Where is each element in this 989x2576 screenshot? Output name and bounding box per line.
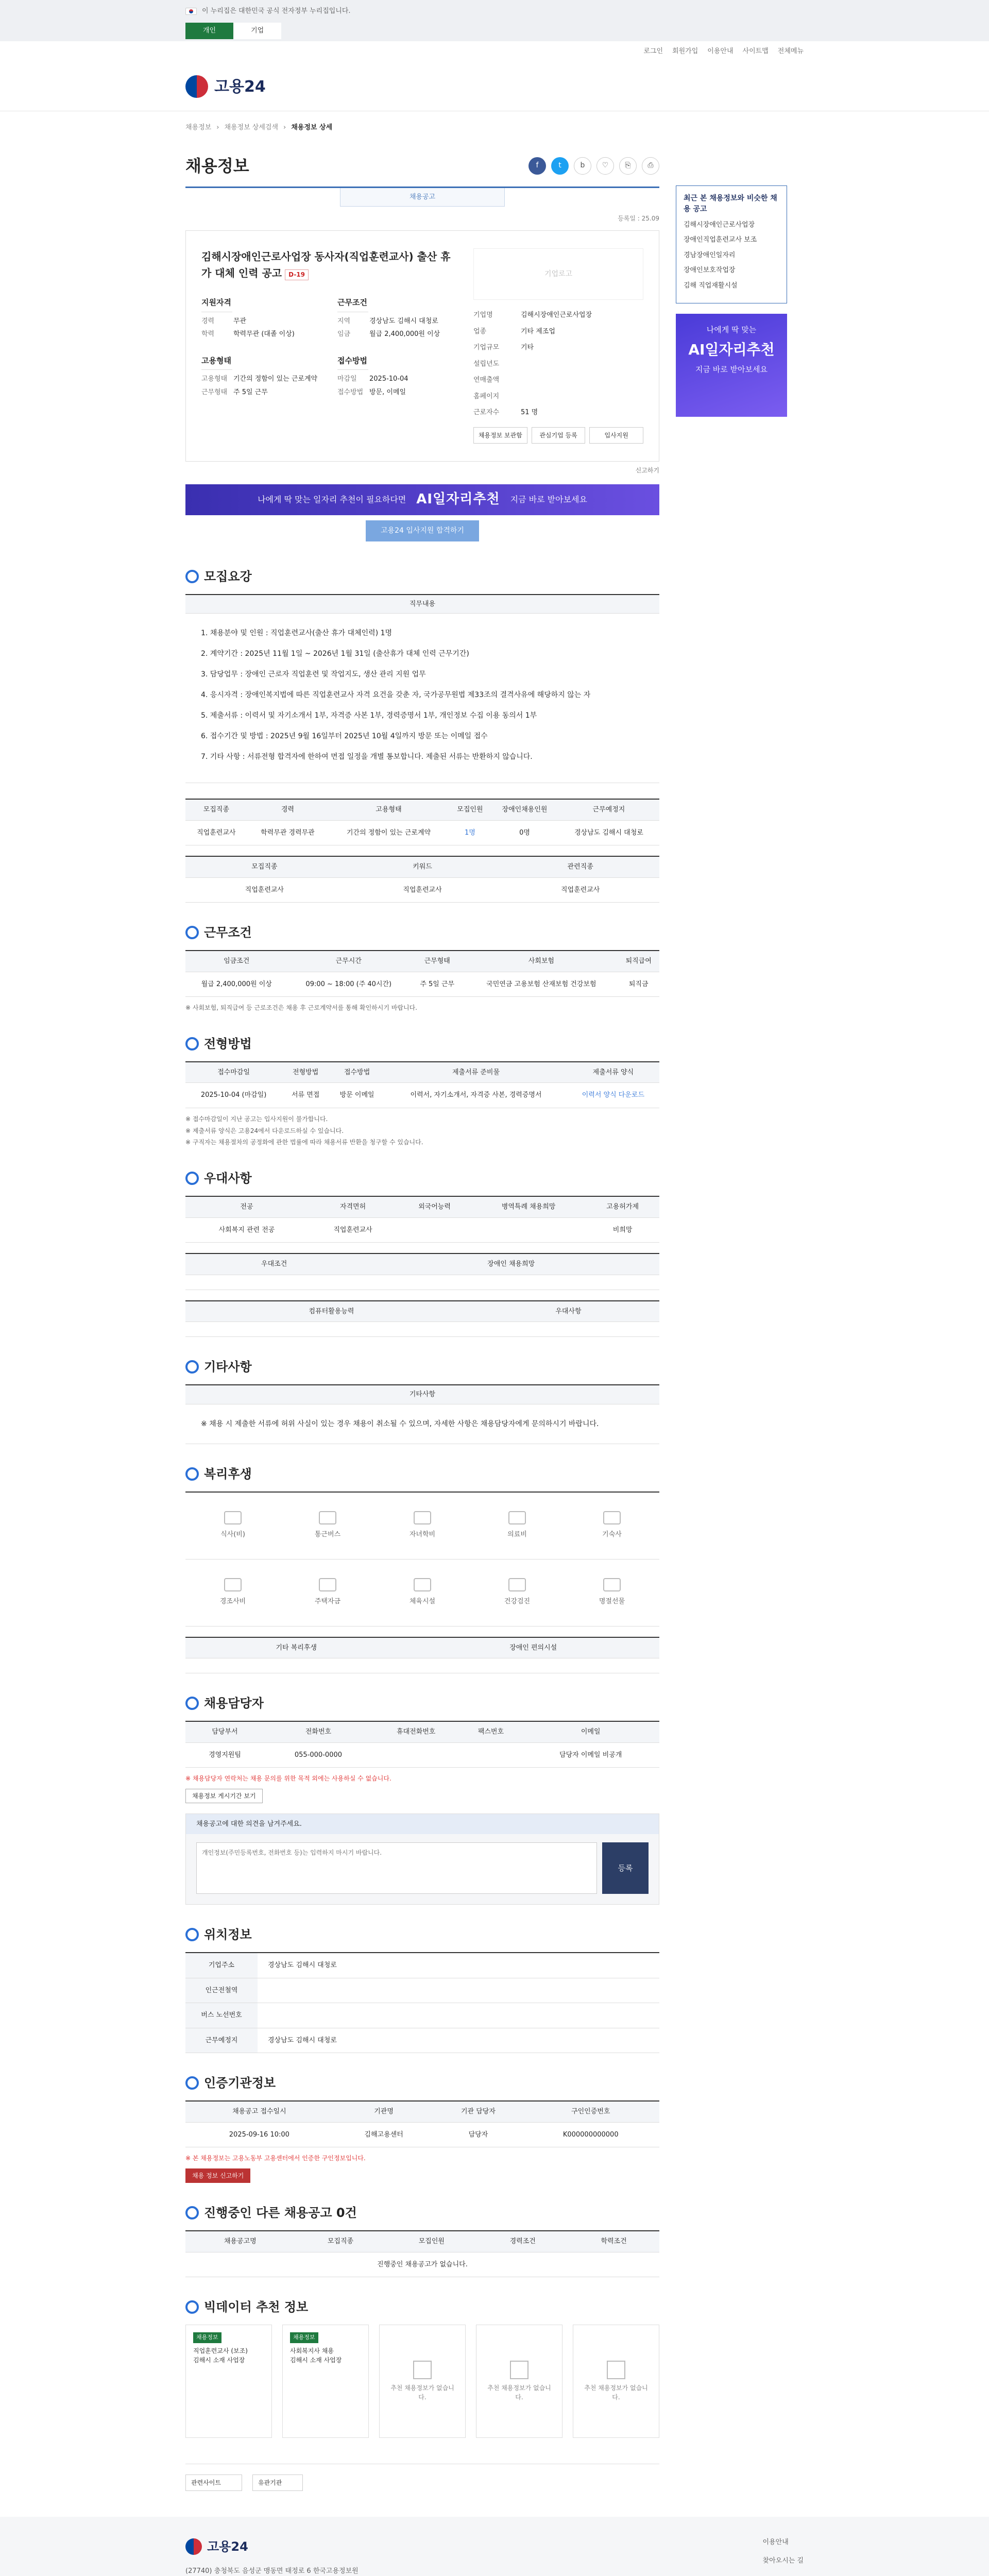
present-icon bbox=[603, 1578, 621, 1591]
section-other-title: 기타사항 bbox=[185, 1358, 659, 1376]
recommend-card[interactable]: 채용정보 사회복지사 채용 김해시 소재 사업장 bbox=[282, 2325, 369, 2438]
school-icon bbox=[414, 1511, 431, 1524]
toggle-business[interactable]: 기업 bbox=[233, 23, 281, 39]
document-icon bbox=[607, 2361, 625, 2379]
recommend-empty-card: 추천 채용정보가 없습니다. bbox=[476, 2325, 562, 2438]
similar-jobs-box: 최근 본 채용정보와 비슷한 채용 공고 김해시장애인근로사업장 장애인직업훈련교사 보조 경남장애인일자리 장애인보호작업장 김해 직업재활시설 bbox=[676, 185, 787, 304]
similar-job-link[interactable]: 김해시장애인근로사업장 bbox=[684, 221, 755, 229]
taegeuk-logo-icon[interactable] bbox=[185, 75, 208, 98]
post-period-button[interactable]: 채용정보 게시기간 보기 bbox=[185, 1789, 263, 1803]
contact-table: 담당부서 전화번호 휴대전화번호 팩스번호 이메일 경영지원팀 055-000-0000 담당자 이메일 비공개 bbox=[185, 1721, 659, 1768]
section-bullet-icon bbox=[185, 926, 199, 939]
recruit-table: 모집직종 경력 고용형태 모집인원 장애인채용인원 근무예정지 직업훈련교사 학력무관 경력무관 기간의 정함이 있는 근로계약 1명 0명 경상남도 김해시 대청로 bbox=[185, 799, 659, 845]
all-menu-link[interactable]: 전체메뉴 bbox=[777, 47, 804, 56]
bus-icon bbox=[319, 1511, 336, 1524]
report-job-button[interactable]: 채용 정보 신고하기 bbox=[185, 2168, 250, 2183]
recruit-description: 1. 채용분야 및 인원 : 직업훈련교사(출산 휴가 대체인력) 1명 2. 계약기간 : 2025년 11월 1일 ~ 2026년 1월 31일 (출산휴가 대체 인력 근무기간) 3. 담당업무 : 장애인 근로자 직업훈련 및 작업지도, 생산 관리 지원 업무 4. 응시자격 : 장애인복지법에 따른 직업훈련교사 자격 요건을 갖춘 자, 국가공무원법 제33조의 결격사유에 해당하지 않는 자 5. 제출서류 : 이력서 및 자기소개서 1부, 자격증 사본 1부, 경력증명서 1부, 개인정보 수집 이용 동의서 1부 6. 접수기간 및 방법 : 2025년 9월 16일부터 2025년 10월 4일까지 방문 또는 이메일 접수 7. 기타 사항 : 서류전형 합격자에 한하여 면접 일정을 개별 통보합니다. 제출된 서류는 반환하지 않습니다. bbox=[185, 614, 659, 783]
site-header bbox=[0, 62, 989, 111]
similar-job-link[interactable]: 장애인보호작업장 bbox=[684, 266, 736, 274]
dorm-icon bbox=[603, 1511, 621, 1524]
toggle-personal[interactable]: 개인 bbox=[185, 23, 233, 39]
company-logo-placeholder: 기업로고 bbox=[473, 248, 643, 300]
gov-notice-bar bbox=[0, 0, 989, 23]
section-bullet-icon bbox=[185, 570, 199, 583]
job-summary-card bbox=[185, 230, 659, 462]
related-site-selects bbox=[185, 2464, 659, 2501]
user-type-toggle bbox=[0, 23, 989, 41]
section-bullet-icon bbox=[185, 2076, 199, 2090]
recruit-keyword-table: 모집직종 키워드 관련직종 직업훈련교사 직업훈련교사 직업훈련교사 bbox=[185, 856, 659, 903]
footer-guide-link[interactable]: 이용안내 bbox=[762, 2538, 789, 2547]
gym-icon bbox=[414, 1578, 431, 1591]
section-location-title: 위치정보 bbox=[185, 1925, 659, 1944]
document-icon bbox=[510, 2361, 528, 2379]
document-icon bbox=[413, 2361, 432, 2379]
process-table: 접수마감일 전형방법 접수방법 제출서류 준비물 제출서류 양식 2025-10-04 (마감일) 서류 면접 방문 이메일 이력서, 자기소개서, 자격증 사본, 경력증명서 이력서 양식 다운로드 bbox=[185, 1061, 659, 1108]
medical-icon bbox=[508, 1511, 526, 1524]
recommend-empty-card: 추천 채용정보가 없습니다. bbox=[379, 2325, 466, 2438]
main-content: 채용정보 f t b ♡ ⎘ ⎙ 채용공고 등록일 : 25.09 김해시장애인근로사업장 동사자(직업훈련교사) 출산 휴가 대체 인력 공고 D-19 지원자격 경력 무관 학력 학력무관 (대졸 이상) 근무조건 지역 경상남도 김해시 대청로 임금 월급 2,400,000원 이상 고용형태 고용형태 기간의 정함이 있는 근로계약 근무형태 주 5일 근무 접수방법 마감일 2025-10-04 접수방법 방문, 이메일 기업로고 기업명 김해시장애인근로사업장 업종 기타 제조업 기업규모 기타 설립년도 연매출액 홈페이지 근로자수 51 명 채용정보 보관함 관심기업 등록 입사지원 신고하기 나에게 딱 맞는 일자리 추천이 필요하다면 AI일자리추천 지금 바로 받아보세요 고용24 입사지원 합격하기 모집요강 직무내용 1. 채용분야 및 인원 : 직업훈련교사(출산 휴가 대체인력) 1명 2. 계약기간 : 2025년 11월 1일 ~ 2026년 1월 31일 (출산휴가 대체 인력 근무기간) 3. 담당업무 : 장애인 근로자 직업훈련 및 작업지도, 생산 관리 지원 업무 4. 응시자격 : 장애인복지법에 따른 직업훈련교사 자격 요건을 갖춘 자, 국가공무원법 제33조의 결격사유에 해당하지 않는 자 5. 제출서류 : 이력서 및 자기소개서 1부, 자격증 사본 1부, 경력증명서 1부, 개인정보 수집 이용 동의서 1부 6. 접수기간 및 방법 : 2025년 9월 16일부터 2025년 10월 4일까지 방문 또는 이메일 접수 7. 기타 사항 : 서류전형 합격자에 한하여 면접 일정을 개별 통보합니다. 제출된 서류는 반환하지 않습니다. 모집직종 경력 고용형태 모집인원 장애인채용인원 근무예정지 직업훈련교사 학력무관 경력무관 기간의 정함이 있는 근로계약 1명 0명 경상남도 김해시 대청로 모집직종 키워드 관련직종 직업훈련교사 직업훈련교사 직업훈련교사 근무조건 임금조건 근무시간 근무형태 사회보험 퇴직급여 월급 2,400,000원 이상 09:00 ~ 18:00 (주 40시간) 주 5일 근무 국민연금 고용보험 산재보험 건강보험 퇴직금 ※ 사회보험, 퇴직급여 등 근로조건은 채용 후 근로계약서를 통해 확인하시기 바랍니다. 전형방법 접수마감일 전형방법 접수방법 제출서류 준비물 제출서류 양식 2025-10-04 (마감일) 서류 면접 방문 이메일 이력서, 자기소개서, 자격증 사본, 경력증명서 이력서 양식 다운로드 ※ 접수마감일이 지난 공고는 입사지원이 불가합니다. ※ 제출서류 양식은 고용24에서 다운로드하실 수 있습니다. ※ 구직자는 채용절차의 공정화에 관한 법률에 따라 채용서류 반환을 청구할 수 있습니다. 우대사항 전공 자격면허 외국어능력 병역특례 채용희망 고용허가제 사회복지 관련 전공 직업훈련교사 비희망 우대조건 장애인 채용희망 컴퓨터활용능력 우대사항 기타사항 기타사항 ※ 채용 시 제출한 서류에 허위 사실이 있는 경우 채용이 취소될 수 있으며, 자세한 사항은 채용담당자에게 문의하시기 바랍니다. 복리후생 식사(비) 통근버스 자녀학비 의료비 기숙사 경조사비 주택자금 체육시설 건강검진 명절선물 기타 복리후생 장애인 편의시설 채용담당자 담당부서 전화번호 휴대전화번호 팩스번호 이메일 경영지원팀 055-000-0000 담당자 이메일 비공개 ※ 채용담당자 연락처는 채용 문의를 위한 목적 외에는 사용하실 수 없습니다. 채용정보 게시기간 보기 채용공고에 대한 의견을 남겨주세요. 개인정보(주민등록번호, 전화번호 등)는 입력하지 마시기 바랍니다. 등록 위치정보 기업주소 경상남도 김해시 대청로 인근전철역 버스 노선번호 근무예정지 경상남도 김해시 대청로 인증기관정보 채용공고 접수일시 기관명 기관 담당자 구인인증번호 2025-09-16 10:00 김해고용센터 담당자 K000000000000 ※ 본 채용정보는 고용노동부 고용센터에서 인증한 구인정보입니다. 채용 정보 신고하기 진행중인 다른 채용공고 0건 채용공고명 모집직종 모집인원 경력조건 학력조건 진행중인 채용공고가 없습니다. 빅데이터 추천 정보 채용정보 직업훈련교사 (보조) 김해시 소재 사업장 채용정보 사회복지사 채용 김해시 소재 사업장 추천 채용정보가 없습니다. 추천 채용정보가 없습니다. 추천 채용정보가 없습니다. 관련사이트 유관기관 bbox=[185, 144, 659, 2502]
similar-job-link[interactable]: 경남장애인일자리 bbox=[684, 251, 736, 259]
section-bullet-icon bbox=[185, 1697, 199, 1710]
section-bullet-icon bbox=[185, 2300, 199, 2314]
brand-logo[interactable]: 고용24 bbox=[214, 77, 266, 96]
section-contact-title: 채용담당자 bbox=[185, 1694, 659, 1713]
company-info: 기업명 김해시장애인근로사업장 업종 기타 제조업 기업규모 기타 설립년도 연매출액 홈페이지 근로자수 51 명 bbox=[473, 311, 592, 416]
section-process-title: 전형방법 bbox=[185, 1035, 659, 1053]
section-bullet-icon bbox=[185, 1172, 199, 1185]
save-job-button[interactable]: 채용정보 보관함 bbox=[473, 427, 527, 444]
house-icon bbox=[319, 1578, 336, 1591]
site-footer: 고용24 (27740) 충청북도 음성군 맹동면 태정로 6 한국고용정보원 이용안내 찾아오시는 길 bbox=[0, 2517, 989, 2576]
section-related-title: 진행중인 다른 채용공고 0건 bbox=[185, 2204, 659, 2222]
preference-table: 전공 자격면허 외국어능력 병역특례 채용희망 고용허가제 사회복지 관련 전공 직업훈련교사 비희망 bbox=[185, 1196, 659, 1243]
blog-icon[interactable]: b bbox=[574, 157, 591, 175]
partner-agency-select[interactable]: 유관기관 bbox=[252, 2475, 303, 2491]
similar-job-link[interactable]: 장애인직업훈련교사 보조 bbox=[684, 236, 757, 244]
signup-link[interactable]: 회원가입 bbox=[672, 47, 698, 56]
breadcrumb-item[interactable]: 채용정보 상세검색 bbox=[224, 124, 279, 131]
job-title: 김해시장애인근로사업장 동사자(직업훈련교사) 출산 휴가 대체 인력 공고 D-19 bbox=[201, 248, 458, 281]
print-icon[interactable]: ⎙ bbox=[642, 157, 659, 175]
employment-type-group: 고용형태 고용형태 기간의 정함이 있는 근로계약 근무형태 주 5일 근무 bbox=[201, 355, 318, 396]
work-condition-group: 근무조건 지역 경상남도 김해시 대청로 임금 월급 2,400,000원 이상 bbox=[337, 298, 440, 338]
report-link[interactable]: 신고하기 bbox=[635, 466, 659, 474]
location-table: 기업주소 경상남도 김해시 대청로 인근전철역 버스 노선번호 근무예정지 경상남도 김해시 대청로 bbox=[185, 1952, 659, 2053]
meal-icon bbox=[224, 1511, 242, 1524]
online-apply-button[interactable]: 고용24 입사지원 합격하기 bbox=[366, 520, 479, 541]
ai-recommend-side-ad[interactable]: 나에게 딱 맞는 AI일자리추천 지금 바로 받아보세요 bbox=[676, 314, 787, 417]
section-welfare-title: 복리후생 bbox=[185, 1465, 659, 1483]
gov-notice-text: 이 누리집은 대한민국 공식 전자정부 누리집입니다. bbox=[202, 7, 351, 15]
breadcrumb-item: 채용정보 상세 bbox=[291, 124, 333, 131]
section-work-title: 근무조건 bbox=[185, 923, 659, 942]
section-bigdata-title: 빅데이터 추천 정보 bbox=[185, 2298, 659, 2316]
related-site-select[interactable]: 관련사이트 bbox=[185, 2475, 242, 2491]
facebook-icon[interactable]: f bbox=[528, 157, 546, 175]
section-bullet-icon bbox=[185, 2206, 199, 2219]
work-table: 임금조건 근무시간 근무형태 사회보험 퇴직급여 월급 2,400,000원 이상 09:00 ~ 18:00 (주 40시간) 주 5일 근무 국민연금 고용보험 산재보험 건강보험 퇴직금 bbox=[185, 950, 659, 997]
section-bullet-icon bbox=[185, 1928, 199, 1941]
tab-job-post[interactable]: 채용공고 bbox=[340, 188, 505, 207]
feedback-submit-button[interactable]: 등록 bbox=[602, 1842, 649, 1894]
checkup-icon bbox=[508, 1578, 526, 1591]
recommend-list bbox=[185, 2325, 659, 2438]
apply-method-group: 접수방법 마감일 2025-10-04 접수방법 방문, 이메일 bbox=[337, 355, 408, 396]
twitter-icon[interactable]: t bbox=[551, 157, 569, 175]
breadcrumb-item[interactable]: 채용정보 bbox=[185, 124, 212, 131]
gift-icon bbox=[224, 1578, 242, 1591]
feedback-box: 채용공고에 대한 의견을 남겨주세요. 개인정보(주민등록번호, 전화번호 등)는 입력하지 마시기 바랍니다. 등록 bbox=[185, 1814, 659, 1905]
share-toolbar bbox=[528, 157, 659, 175]
agency-table: 채용공고 접수일시 기관명 기관 담당자 구인인증번호 2025-09-16 10:00 김해고용센터 담당자 K000000000000 bbox=[185, 2100, 659, 2147]
dday-badge: D-19 bbox=[285, 269, 309, 280]
breadcrumb: 채용정보 › 채용정보 상세검색 › 채용정보 상세 bbox=[185, 111, 804, 144]
korea-flag-icon bbox=[185, 8, 197, 15]
feedback-textarea[interactable]: 개인정보(주민등록번호, 전화번호 등)는 입력하지 마시기 바랍니다. bbox=[196, 1842, 597, 1894]
section-bullet-icon bbox=[185, 1467, 199, 1481]
recommend-empty-card: 추천 채용정보가 없습니다. bbox=[573, 2325, 659, 2438]
other-description: ※ 채용 시 제출한 서류에 허위 사실이 있는 경우 채용이 취소될 수 있으며, 자세한 사항은 채용담당자에게 문의하시기 바랍니다. bbox=[185, 1404, 659, 1444]
apply-button[interactable]: 입사지원 bbox=[589, 427, 643, 444]
section-agency-title: 인증기관정보 bbox=[185, 2074, 659, 2092]
welfare-grid: 식사(비) 통근버스 자녀학비 의료비 기숙사 경조사비 주택자금 체육시설 건강검진 명절선물 bbox=[185, 1492, 659, 1626]
section-recruit-title: 모집요강 bbox=[185, 567, 659, 586]
related-jobs-table: 채용공고명 모집직종 모집인원 경력조건 학력조건 진행중인 채용공고가 없습니다. bbox=[185, 2230, 659, 2277]
similar-job-link[interactable]: 김해 직업재활시설 bbox=[684, 281, 738, 290]
heart-icon[interactable]: ♡ bbox=[596, 157, 614, 175]
section-bullet-icon bbox=[185, 1360, 199, 1374]
copy-link-icon[interactable]: ⎘ bbox=[619, 157, 637, 175]
form-download-link[interactable]: 이력서 양식 다운로드 bbox=[582, 1091, 645, 1099]
section-pref-title: 우대사항 bbox=[185, 1169, 659, 1188]
utility-nav bbox=[0, 41, 989, 62]
login-link[interactable]: 로그인 bbox=[643, 47, 663, 56]
footer-directions-link[interactable]: 찾아오시는 길 bbox=[762, 2556, 804, 2565]
recommend-card[interactable]: 채용정보 직업훈련교사 (보조) 김해시 소재 사업장 bbox=[185, 2325, 272, 2438]
register-date: 등록일 : 25.09 bbox=[618, 215, 659, 222]
sitemap-link[interactable]: 사이트맵 bbox=[742, 47, 769, 56]
section-bullet-icon bbox=[185, 1037, 199, 1050]
guide-link[interactable]: 이용안내 bbox=[707, 47, 734, 56]
ai-recommend-banner[interactable]: 나에게 딱 맞는 일자리 추천이 필요하다면 AI일자리추천 지금 바로 받아보세요 bbox=[185, 484, 659, 515]
page-title: 채용정보 bbox=[185, 156, 249, 176]
right-aside bbox=[676, 185, 787, 417]
interest-company-button[interactable]: 관심기업 등록 bbox=[532, 427, 586, 444]
footer-logo-icon bbox=[185, 2538, 202, 2555]
qualification-group: 지원자격 경력 무관 학력 학력무관 (대졸 이상) bbox=[201, 298, 295, 338]
